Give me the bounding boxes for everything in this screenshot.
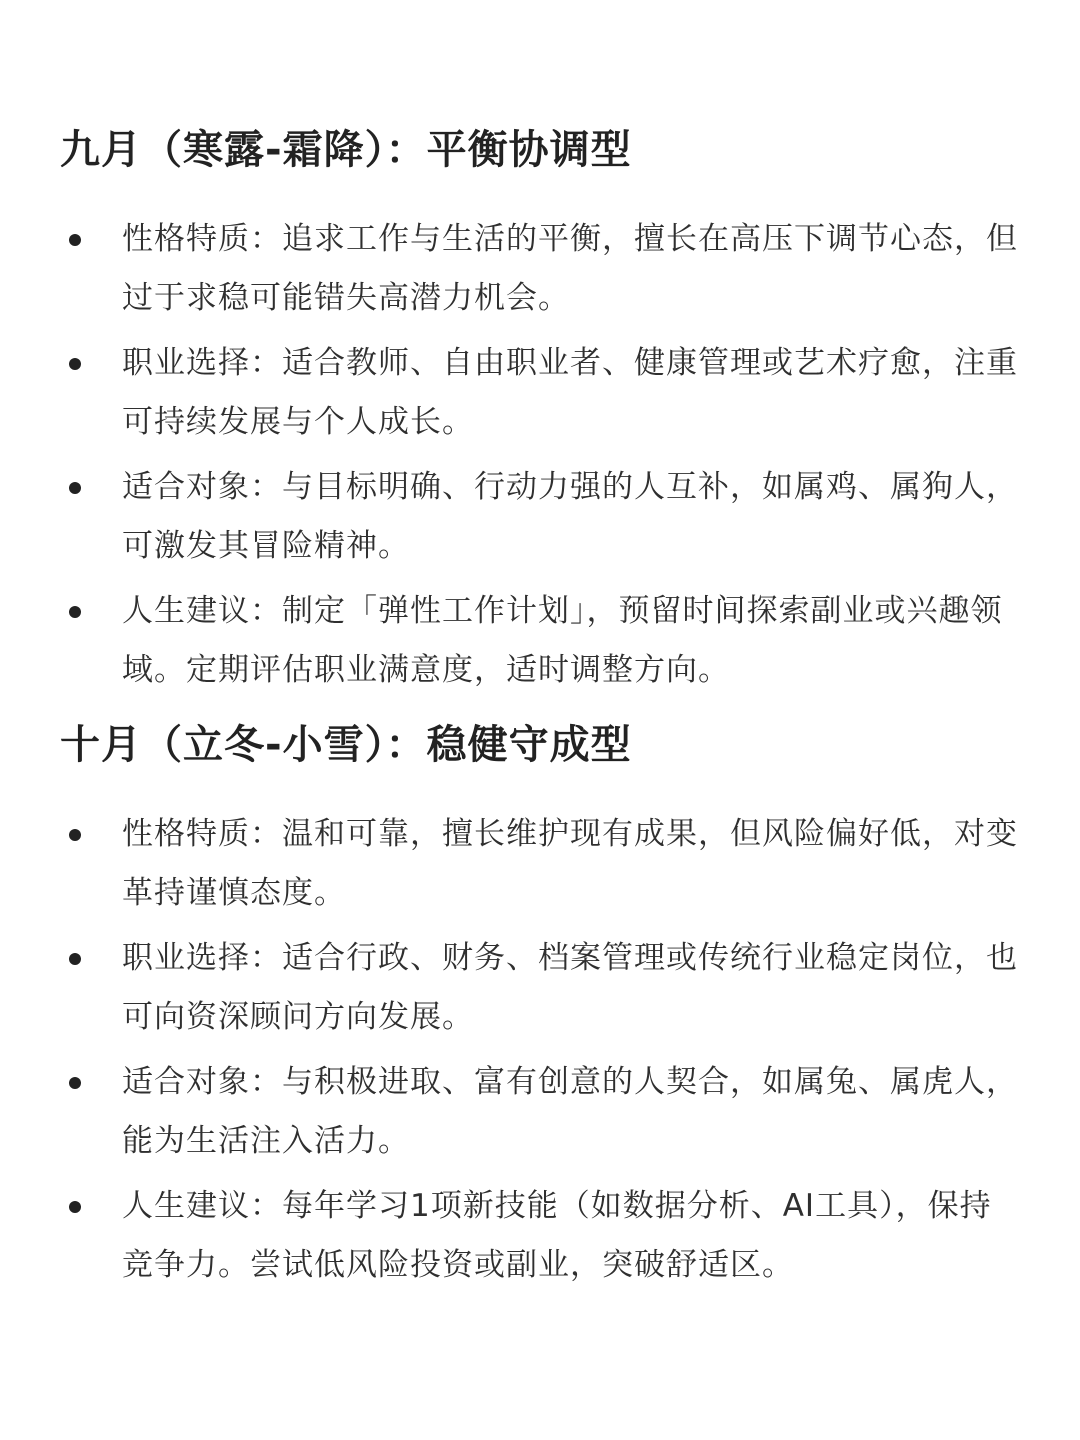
list-item bbox=[0, 210, 1080, 328]
section-october bbox=[0, 713, 1080, 1301]
bullet-dot-icon bbox=[69, 234, 81, 246]
bullet-dot-icon bbox=[69, 606, 81, 618]
list-item bbox=[0, 1053, 1080, 1171]
list-item-text: 适合对象：与目标明确、行动力强的人互补，如属鸡、属狗人，可激发其冒险精神。 bbox=[122, 469, 1018, 564]
bullet-dot-icon bbox=[69, 1077, 81, 1089]
bullet-dot-icon bbox=[69, 953, 81, 965]
list-item-text: 职业选择：适合行政、财务、档案管理或传统行业稳定岗位，也可向资深顾问方向发展。 bbox=[122, 940, 1018, 1035]
list-item bbox=[0, 458, 1080, 576]
section-heading: 十月（立冬-小雪）：稳健守成型 bbox=[60, 722, 632, 768]
list-item-text: 人生建议：每年学习1项新技能（如数据分析、AI工具），保持竞争力。尝试低风险投资或副业，突破舒适区。 bbox=[122, 1188, 992, 1283]
list-item bbox=[0, 805, 1080, 923]
list-item bbox=[0, 582, 1080, 700]
list-item-text: 性格特质：温和可靠，擅长维护现有成果，但风险偏好低，对变革持谨慎态度。 bbox=[122, 816, 1018, 911]
list-item-text: 职业选择：适合教师、自由职业者、健康管理或艺术疗愈，注重可持续发展与个人成长。 bbox=[122, 345, 1018, 440]
list-item bbox=[0, 929, 1080, 1047]
section-september bbox=[0, 118, 1080, 706]
bullet-dot-icon bbox=[69, 358, 81, 370]
bullet-list bbox=[0, 805, 1080, 1295]
bullet-list bbox=[0, 210, 1080, 700]
bullet-dot-icon bbox=[69, 1201, 81, 1213]
list-item-text: 人生建议：制定「弹性工作计划」，预留时间探索副业或兴趣领域。定期评估职业满意度，适时调整方向。 bbox=[122, 593, 1003, 688]
list-item bbox=[0, 334, 1080, 452]
bullet-dot-icon bbox=[69, 482, 81, 494]
list-item-text: 性格特质：追求工作与生活的平衡，擅长在高压下调节心态，但过于求稳可能错失高潜力机会。 bbox=[122, 221, 1018, 316]
list-item bbox=[0, 1177, 1080, 1295]
list-item-text: 适合对象：与积极进取、富有创意的人契合，如属兔、属虎人，能为生活注入活力。 bbox=[122, 1064, 1018, 1159]
bullet-dot-icon bbox=[69, 829, 81, 841]
section-heading: 九月（寒露-霜降）：平衡协调型 bbox=[60, 127, 632, 173]
